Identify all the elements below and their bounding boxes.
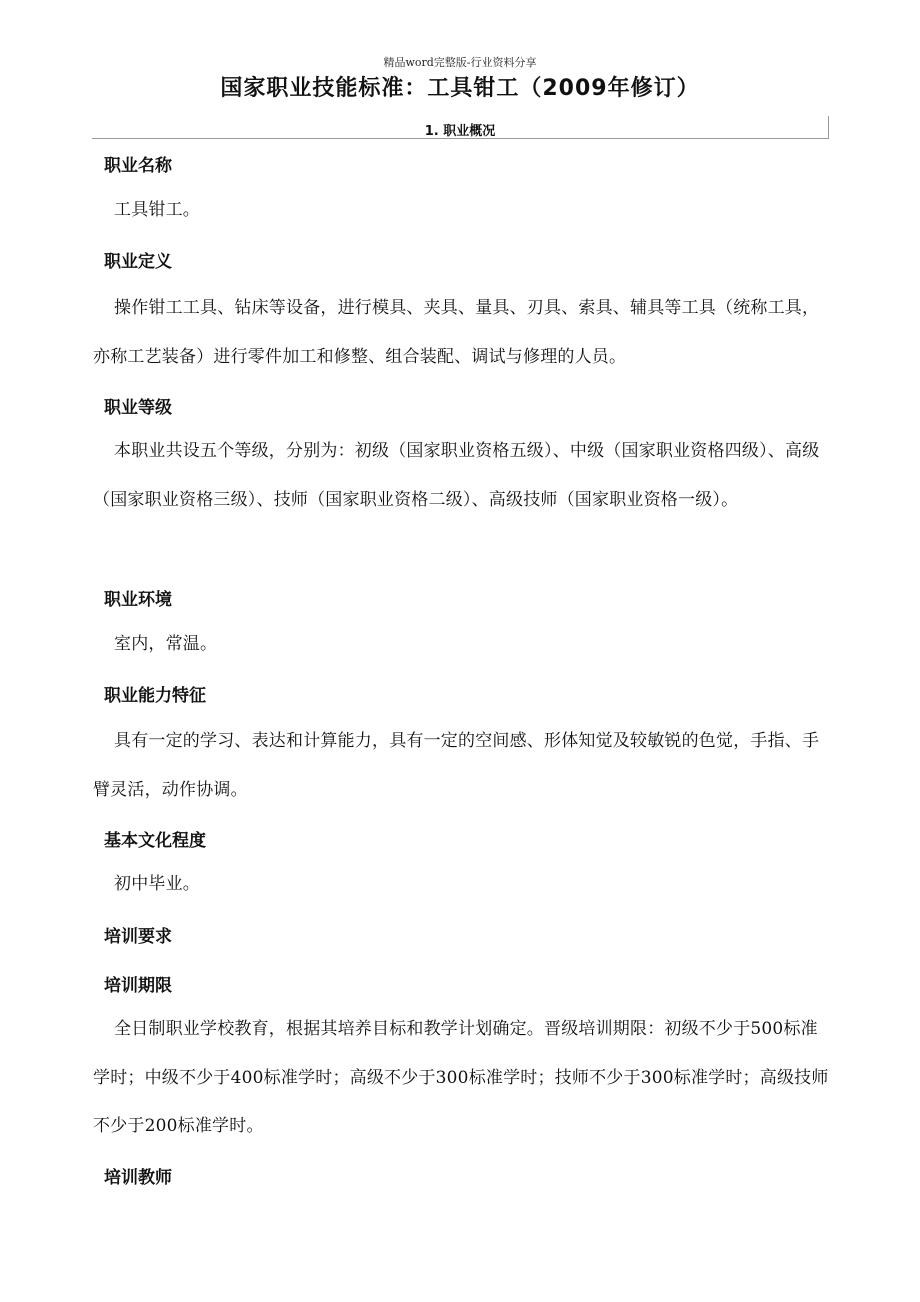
document-title: 国家职业技能标准：工具钳工（2009年修订） bbox=[220, 76, 700, 101]
heading-training-teachers: 培训教师 bbox=[104, 1168, 172, 1188]
text-work-environment: 室内，常温。 bbox=[114, 634, 218, 654]
heading-occupation-levels: 职业等级 bbox=[104, 398, 172, 418]
text-occupation-definition: 操作钳工工具、钻床等设备，进行模具、夹具、量具、刃具、索具、辅具等工具（统称工具，亦称工艺装备）进行零件加工和修整、组合装配、调试与修理的人员。 bbox=[93, 298, 820, 367]
text-occupation-name: 工具钳工。 bbox=[114, 200, 200, 220]
text-ability-traits: 具有一定的学习、表达和计算能力，具有一定的空间感、形体知觉及较敏锐的色觉，手指、手臂灵活，动作协调。 bbox=[93, 731, 820, 800]
heading-work-environment: 职业环境 bbox=[104, 590, 172, 610]
header-note: 精品word完整版-行业资料分享 bbox=[383, 56, 537, 69]
text-training-duration: 全日制职业学校教育，根据其培养目标和教学计划确定。晋级培训期限：初级不少于500标准学时；中级不少于400标准学时；高级不少于300标准学时；技师不少于300标准学时；高级技师不少于200标准学时。 bbox=[93, 1019, 829, 1136]
heading-training-duration: 培训期限 bbox=[104, 976, 172, 996]
heading-training-requirements: 培训要求 bbox=[104, 927, 172, 947]
heading-occupation-definition: 职业定义 bbox=[104, 252, 172, 272]
text-occupation-levels: 本职业共设五个等级，分别为：初级（国家职业资格五级）、中级（国家职业资格四级）、高级（国家职业资格三级）、技师（国家职业资格二级）、高级技师（国家职业资格一级）。 bbox=[93, 441, 820, 510]
section-heading: 1. 职业概况 bbox=[424, 124, 496, 139]
text-education-level: 初中毕业。 bbox=[114, 874, 200, 894]
heading-ability-traits: 职业能力特征 bbox=[104, 686, 206, 706]
heading-occupation-name: 职业名称 bbox=[104, 156, 172, 176]
heading-education-level: 基本文化程度 bbox=[104, 831, 206, 851]
